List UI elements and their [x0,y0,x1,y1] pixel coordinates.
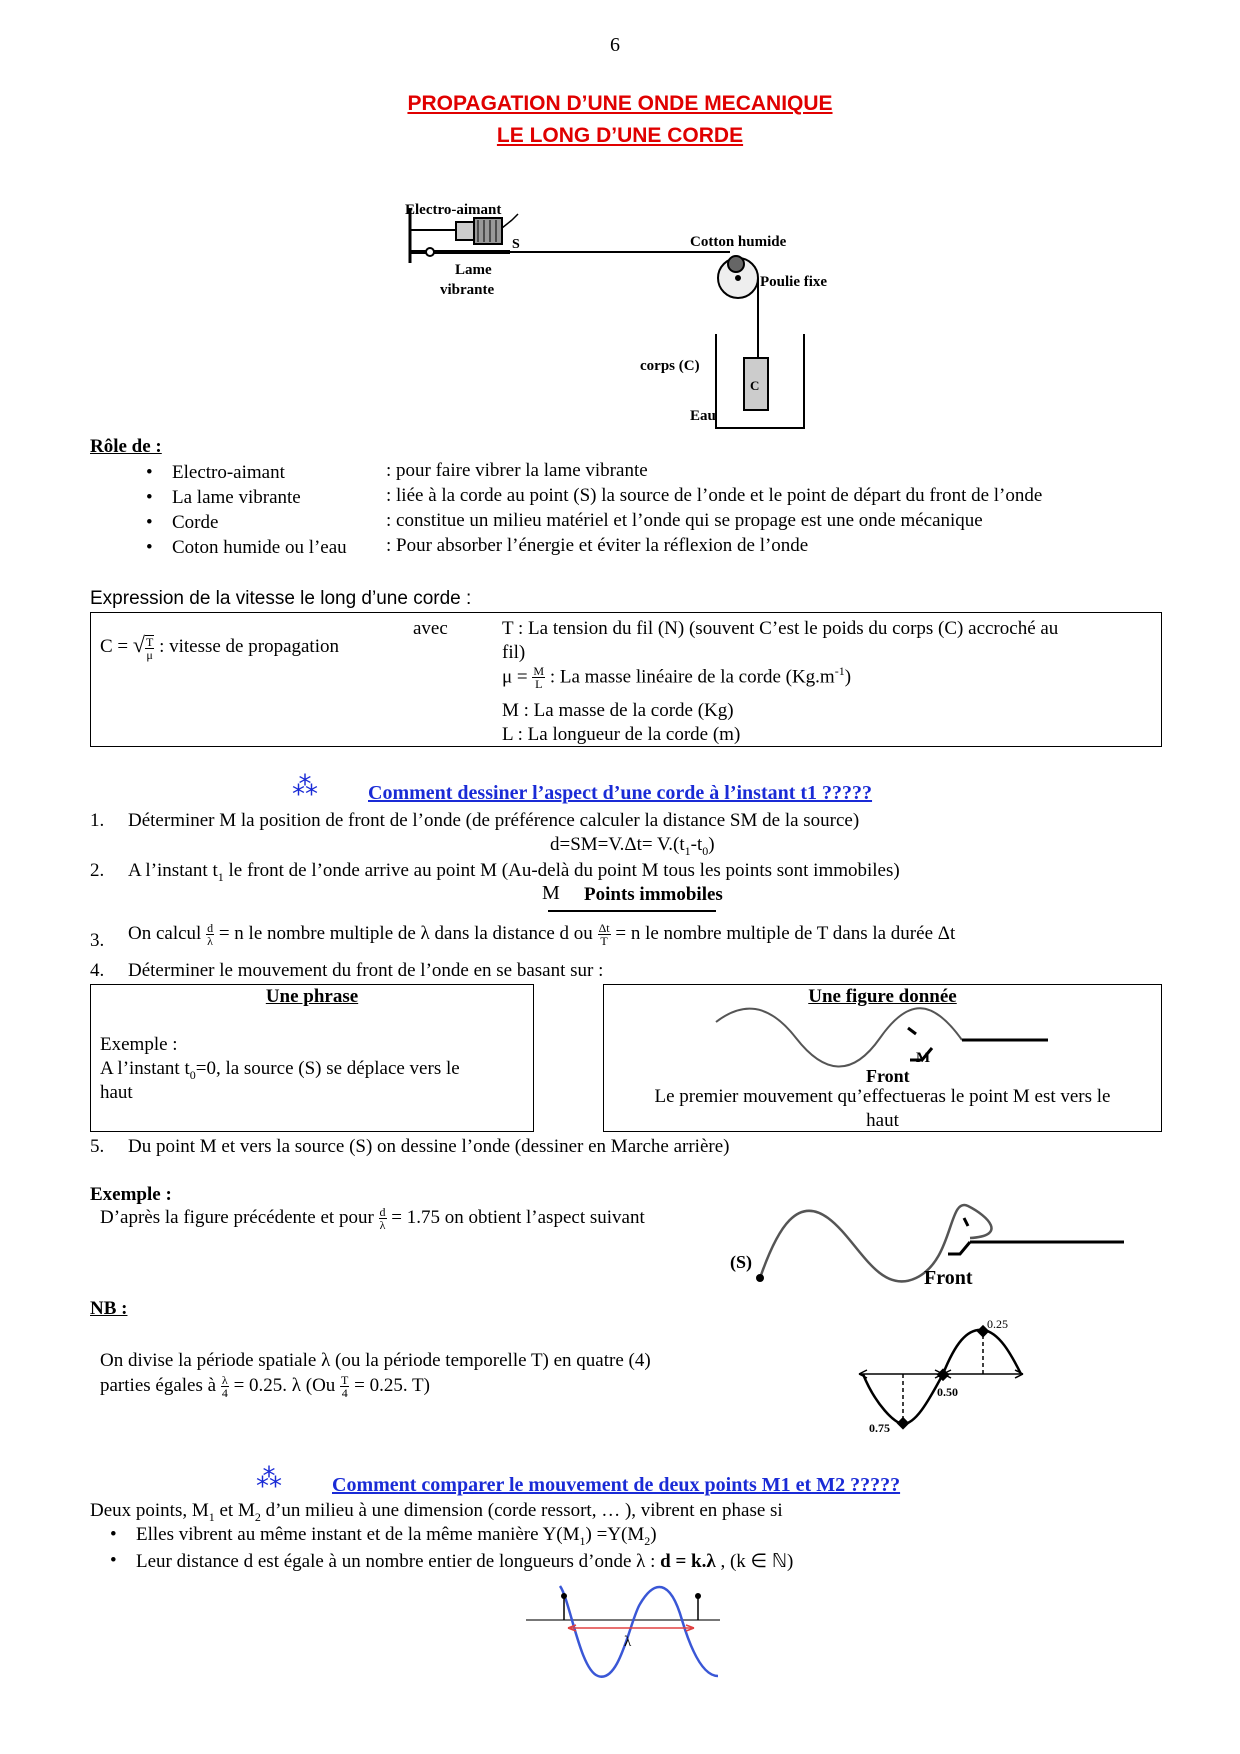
step4-text: Déterminer le mouvement du front de l’onde en se basant sur : [128,960,604,981]
role-desc-0: : pour faire vibrer la lame vibrante [386,460,648,481]
mu-desc: : La masse linéaire de la corde (Kg.m [549,666,835,688]
step1-num: 1. [90,810,105,831]
title-line1: PROPAGATION D’UNE ONDE MECANIQUE [407,92,833,115]
example-wave [728,1196,1128,1296]
ex-frac-d: d [379,1205,386,1219]
example-b: = 1.75 on obtient l’aspect suivant [391,1206,645,1228]
frac-lambda: λ [207,934,213,948]
frac-d: d [207,921,214,935]
mu-exp: -1 [834,664,845,678]
nb-line2 [100,1374,430,1399]
l-line: L : La longueur de la corde (m) [502,724,741,745]
b2-a: Leur distance d est égale à un nombre entier de longueurs d’onde λ : [136,1551,656,1572]
speed-heading: Expression de la vitesse le long d’une corde : [90,588,472,609]
nb-2c: = 0.25. T) [354,1374,430,1396]
lambda-label: λ [624,1634,632,1650]
example-text [100,1206,645,1231]
title-line2: LE LONG D’UNE CORDE [496,124,744,147]
step5-text: Du point M et vers la source (S) on dessine l’onde (dessiner en Marche arrière) [128,1136,730,1157]
step1-formula [550,834,715,859]
b2-b: d = k.λ [660,1551,716,1572]
quarter-wave [855,1314,1055,1434]
c-desc: : vitesse de propagation [159,636,339,657]
role-name-2: • Corde [172,512,218,534]
label-electro-aimant: Electro-aimant [405,202,502,218]
page-number: 6 [610,34,620,56]
section2-intro [90,1500,783,1525]
points-immobiles: Points immobiles [584,884,723,905]
box1-l2b: =0, la source (S) se déplace vers le [195,1058,460,1079]
mu-line [502,664,851,690]
t-line1: T : La tension du fil (N) (souvent C’est le poids du corps (C) accroché au [502,618,1059,639]
box1-sub: 0 [189,1067,196,1082]
mu-close: ) [844,666,852,688]
label-corps: corps (C) [640,358,700,374]
nb-frac-four: 4 [221,1386,228,1400]
label-075: 0.75 [869,1421,890,1435]
m-line: M : La masse de la corde (Kg) [502,700,734,721]
phase-wave [520,1580,730,1690]
section2-title: Comment comparer le mouvement de deux points M1 et M2 ????? [332,1474,901,1496]
box2-front: Front [866,1066,910,1086]
role-name-0: • Electro-aimant [172,462,285,484]
label-lame: Lame [455,262,492,278]
step3-c: = n le nombre multiple de T dans la durée Δt [615,922,956,944]
intro-a: Deux points, M [90,1500,209,1521]
t-line2: fil) [502,642,526,663]
nb-frac-lambda: λ [221,1373,228,1387]
step5-num: 5. [90,1136,105,1157]
section1-title: Comment dessiner l’aspect d’une corde à l’instant t1 ????? [368,782,873,804]
step3-text [128,922,955,947]
sub-1: 1 [684,843,691,858]
apparatus-diagram [400,198,828,438]
step3-b: = n le nombre multiple de λ dans la distance d ou [218,922,593,944]
roles-heading: Rôle de : [90,436,162,457]
intro-sub1: 1 [208,1509,215,1524]
nb-frac-t: T [341,1373,349,1387]
step3-a: On calcul [128,922,202,944]
label-s: S [512,237,520,252]
b1-sub1: 1 [579,1533,586,1548]
label-poulie: Poulie fixe [760,274,828,290]
speed-formula: C = √ $\frac{T}{\mu}$ : vitesse de propagation [100,632,339,662]
c-eq: C = [100,636,129,657]
step1-text: Déterminer M la position de front de l’onde (de préférence calculer la distance SM de la source) [128,810,860,831]
bullet1 [136,1524,657,1549]
box1-l2 [100,1058,460,1083]
box1-l3: haut [100,1082,133,1103]
mu-num: M [533,664,545,679]
label-cotton: Cotton humide [690,234,787,250]
box1-title: Une phrase [265,986,359,1007]
example-heading: Exemple : [90,1184,172,1205]
step4-num: 4. [90,960,105,981]
b1-c: ) [650,1524,657,1545]
box2-title: Une figure donnée [808,986,957,1007]
b2-c: , (k ∈ ℕ) [720,1551,794,1572]
mu-eq: μ = [502,666,528,688]
b1-sub2: 2 [644,1533,651,1548]
role-name-3: • Coton humide ou l’eau [172,537,347,559]
box2-m: M [916,1050,931,1066]
frac-num: T [145,634,154,649]
intro-c: d’un milieu à une dimension (corde ressort, … ), vibrent en phase si [260,1500,783,1521]
asterism-icon-2: ⁂ [256,1464,282,1493]
label-050: 0.50 [937,1385,958,1399]
mu-den: L [535,677,543,692]
avec-label: avec [413,618,448,639]
immobile-line [548,910,716,912]
box1-l1: Exemple : [100,1034,178,1055]
label-025: 0.25 [987,1317,1008,1331]
nb-frac-four2: 4 [341,1386,348,1400]
example-front: Front [924,1267,973,1289]
label-c: C [750,378,760,393]
step2-a: A l’instant t [128,860,218,881]
nb-2b: = 0.25. λ (Ou [233,1374,336,1396]
box1-l2a: A l’instant t [100,1058,190,1079]
role-desc-1: : liée à la corde au point (S) la source de l’onde et le point de départ du front de l’onde [386,485,1043,506]
step3-num: 3. [90,930,105,951]
label-vibrante: vibrante [440,282,495,298]
b1-b: ) =Y(M [585,1524,645,1545]
nb-heading: NB : [90,1298,128,1319]
label-eau: Eau [690,408,716,424]
formula-c: ) [708,834,715,855]
formula-b: -t [690,834,703,855]
box2-wave [712,1008,1052,1092]
ex-frac-lambda: λ [379,1218,386,1232]
asterism-icon: ⁂ [292,772,318,801]
example-a: D’après la figure précédente et pour [100,1206,374,1228]
role-desc-3: : Pour absorber l’énergie et éviter la réflexion de l’onde [386,535,809,556]
sub-0: 0 [702,843,709,858]
frac-t: T [600,934,608,948]
intro-sub2: 2 [254,1509,261,1524]
formula-a: d=SM=V.Δt= V.(t [550,834,685,855]
example-s: (S) [730,1252,752,1272]
intro-b: et M [214,1500,255,1521]
box2-l1: Le premier mouvement qu’effectueras le point M est vers le [654,1086,1111,1107]
nb-2a: parties égales à [100,1374,217,1396]
step2-sub: 1 [217,869,224,884]
m-label: M [542,882,560,904]
box2-l2: haut [866,1110,899,1131]
frac-den: μ [146,647,153,662]
frac-dt: Δt [598,921,610,935]
nb-line1: On divise la période spatiale λ (ou la période temporelle T) en quatre (4) [100,1350,651,1371]
step2-text [128,860,900,885]
bullet2 [136,1550,793,1573]
step2-num: 2. [90,860,105,881]
role-desc-2: : constitue un milieu matériel et l’onde qui se propage est une onde mécanique [386,510,983,531]
b1-a: Elles vibrent au même instant et de la même manière Y(M [136,1524,580,1545]
role-name-1: • La lame vibrante [172,487,301,509]
step2-b: le front de l’onde arrive au point M (Au-delà du point M tous les points sont immobiles) [223,860,900,881]
